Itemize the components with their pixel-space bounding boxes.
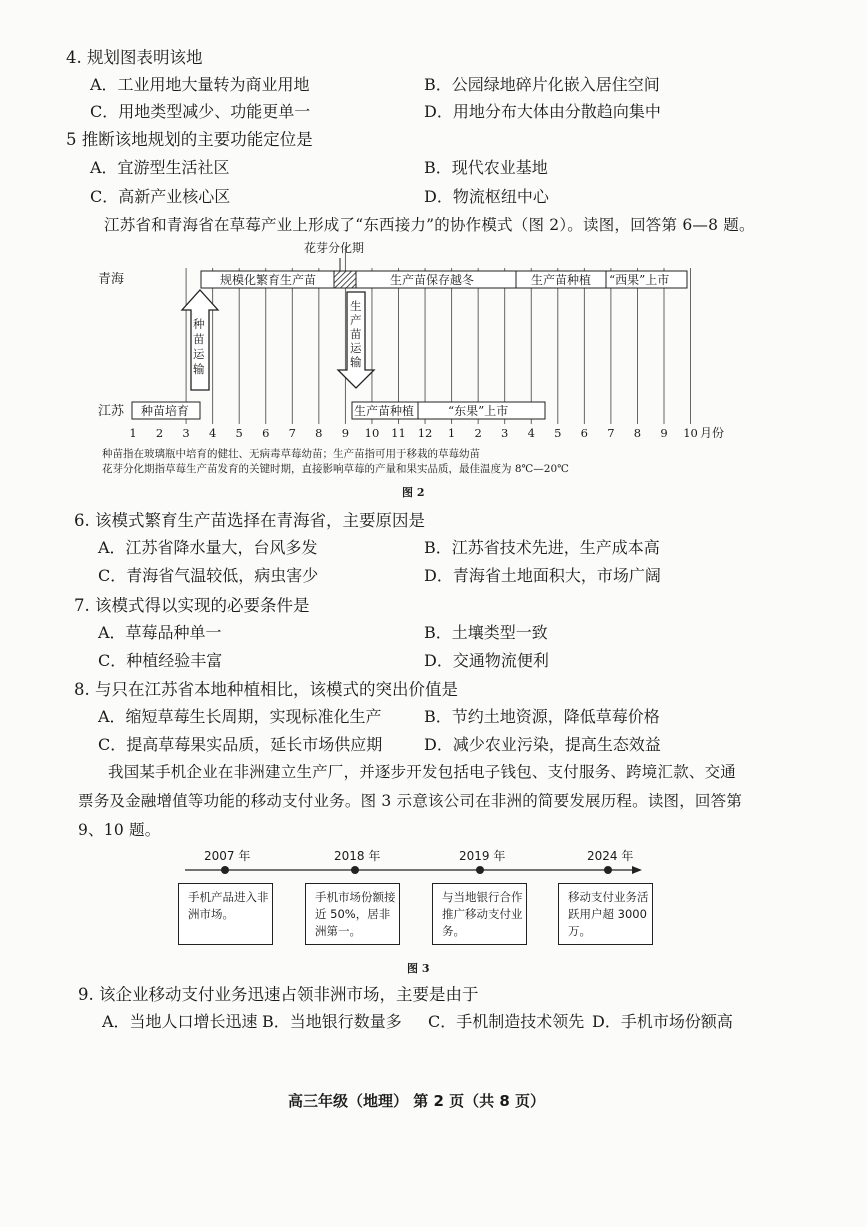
bar-qh-planting-label: 生产苗种植	[531, 273, 592, 287]
month-tick-label: 2	[155, 426, 164, 440]
year-2019: 2019 年	[459, 849, 506, 863]
row-label-qinghai: 青海	[98, 272, 125, 287]
q4-option-d: D．用地分布大体由分散趋向集中	[424, 102, 661, 121]
bar-west-fruit-label: “西果”上市	[609, 273, 670, 287]
q7-option-b: B．土壤类型一致	[424, 623, 548, 642]
q5-stem: 5 推断该地规划的主要功能定位是	[66, 130, 313, 149]
fig2-note-2: 花芽分化期指草莓生产苗发育的关键时期，直接影响草莓的产量和果实品质，最佳温度为 8℃—20℃	[102, 463, 569, 475]
q6-stem: 6. 该模式繁育生产苗选择在青海省，主要原因是	[74, 511, 425, 530]
q8-option-c: C．提高草莓果实品质，延长市场供应期	[98, 735, 383, 754]
arrow-down-char-5: 输	[350, 355, 362, 369]
timeline-box-2007: 手机产品进入非洲市场。	[178, 883, 273, 945]
arrow-up-char-3: 运	[193, 347, 205, 361]
timeline-box-2019: 与当地银行合作推广移动支付业务。	[432, 883, 527, 945]
year-2018: 2018 年	[334, 849, 381, 863]
q9-option-c: C．手机制造技术领先	[428, 1012, 585, 1031]
month-axis-labels	[129, 426, 698, 440]
month-tick-label: 10	[364, 426, 380, 440]
fig3-intro-line-1: 我国某手机企业在非洲建立生产厂，并逐步开发包括电子钱包、支付服务、跨境汇款、交通	[108, 763, 737, 781]
month-tick-label: 12	[417, 426, 433, 440]
arrow-down-char-3: 苗	[350, 327, 362, 341]
q5-option-d: D．物流枢纽中心	[424, 187, 549, 206]
month-tick-label: 7	[288, 426, 296, 440]
q4-option-c: C．用地类型减少、功能更单一	[90, 102, 311, 121]
month-tick-label: 1	[447, 426, 456, 440]
month-tick-label: 1	[129, 426, 137, 440]
fig2-intro: 江苏省和青海省在草莓产业上形成了“东西接力”的协作模式（图 2）。读图，回答第 6—8 题。	[104, 216, 755, 234]
month-tick-label: 6	[580, 426, 589, 440]
q6-option-d: D．青海省土地面积大，市场广阔	[424, 566, 661, 585]
q5-option-c: C．高新产业核心区	[90, 187, 231, 206]
q7-stem: 7. 该模式得以实现的必要条件是	[74, 596, 310, 615]
q8-option-d: D．减少农业污染，提高生态效益	[424, 735, 661, 754]
q9-option-d: D．手机市场份额高	[592, 1012, 733, 1031]
month-tick-label: 2	[474, 426, 482, 440]
fig2-note-1: 种苗指在玻璃瓶中培育的健壮、无病毒草莓幼苗；生产苗指可用于移栽的草莓幼苗	[102, 448, 480, 460]
arrow-down-char-2: 产	[350, 313, 362, 327]
month-unit-label: 月份	[700, 426, 725, 440]
flower-period-label: 花芽分化期	[304, 241, 365, 255]
timeline-dot-2018	[351, 866, 359, 874]
arrow-up-char-2: 苗	[193, 332, 205, 346]
month-tick-label: 4	[208, 426, 217, 440]
q5-option-b: B．现代农业基地	[424, 158, 548, 177]
fig2-caption: 图 2	[402, 486, 425, 499]
bar-flower-bud-hatched	[334, 271, 356, 288]
q7-option-d: D．交通物流便利	[424, 651, 549, 670]
month-tick-label: 9	[660, 426, 668, 440]
month-tick-label: 9	[341, 426, 350, 440]
month-tick-label: 3	[501, 426, 509, 440]
q6-option-a: A．江苏省降水量大，台风多发	[98, 538, 318, 557]
q8-option-a: A．缩短草莓生长周期，实现标准化生产	[98, 707, 382, 726]
fig2-timeline-diagram	[90, 238, 770, 478]
month-tick-label: 10	[683, 426, 698, 440]
timeline-dot-2019	[476, 866, 484, 874]
q4-stem: 4. 规划图表明该地	[66, 48, 203, 67]
month-tick-label: 5	[235, 426, 243, 440]
month-tick-label: 11	[391, 426, 406, 440]
timeline-dot-2024	[604, 866, 612, 874]
month-tick-label: 8	[633, 426, 642, 440]
q6-option-c: C．青海省气温较低，病虫害少	[98, 566, 319, 585]
month-tick-label: 4	[527, 426, 535, 440]
q9-option-b: B．当地银行数量多	[262, 1012, 402, 1031]
fig3-intro-line-3: 9、10 题。	[78, 821, 161, 839]
q7-option-c: C．种植经验丰富	[98, 651, 223, 670]
q8-option-b: B．节约土地资源，降低草莓价格	[424, 707, 660, 726]
bar-seedling-label: 种苗培育	[141, 404, 190, 418]
timeline-box-2024: 移动支付业务活跃用户超 3000 万。	[558, 883, 653, 945]
arrow-up-char-4: 输	[193, 362, 205, 376]
q6-option-b: B．江苏省技术先进，生产成本高	[424, 538, 660, 557]
timeline-dot-2007	[221, 866, 229, 874]
month-tick-label: 5	[554, 426, 562, 440]
bar-winter-label: 生产苗保存越冬	[390, 273, 475, 287]
year-2024: 2024 年	[587, 849, 634, 863]
q4-option-a: A．工业用地大量转为商业用地	[90, 75, 310, 94]
q4-option-b: B．公园绿地碎片化嵌入居住空间	[424, 75, 660, 94]
fig3-timeline-axis	[180, 852, 650, 878]
q7-option-a: A．草莓品种单一	[98, 623, 222, 642]
month-tick-label: 8	[315, 426, 323, 440]
year-2007: 2007 年	[204, 849, 251, 863]
month-tick-label: 7	[607, 426, 615, 440]
month-tick-label: 6	[262, 426, 270, 440]
month-tick-label: 3	[182, 426, 190, 440]
q5-option-a: A．宜游型生活社区	[90, 158, 230, 177]
bar-js-planting-label: 生产苗种植	[354, 404, 415, 418]
row-label-jiangsu: 江苏	[98, 404, 125, 419]
q9-stem: 9. 该企业移动支付业务迅速占领非洲市场，主要是由于	[78, 985, 479, 1004]
arrow-down-char-4: 运	[350, 341, 362, 355]
fig3-intro-line-2: 票务及金融增值等功能的移动支付业务。图 3 示意该公司在非洲的简要发展历程。读图，回答第	[78, 792, 743, 810]
q8-stem: 8. 与只在江苏省本地种植相比，该模式的突出价值是	[74, 680, 458, 699]
timeline-box-2018: 手机市场份额接近 50%，居非洲第一。	[305, 883, 400, 945]
bar-east-fruit-label: “东果”上市	[448, 404, 509, 418]
page-footer: 高三年级（地理） 第 2 页（共 8 页）	[288, 1092, 545, 1110]
arrow-down-char-1: 生	[350, 299, 362, 313]
q9-option-a: A．当地人口增长迅速	[102, 1012, 258, 1031]
arrow-up-char-1: 种	[193, 317, 205, 331]
bar-breed-label: 规模化繁育生产苗	[220, 273, 317, 287]
fig3-caption: 图 3	[407, 962, 430, 975]
